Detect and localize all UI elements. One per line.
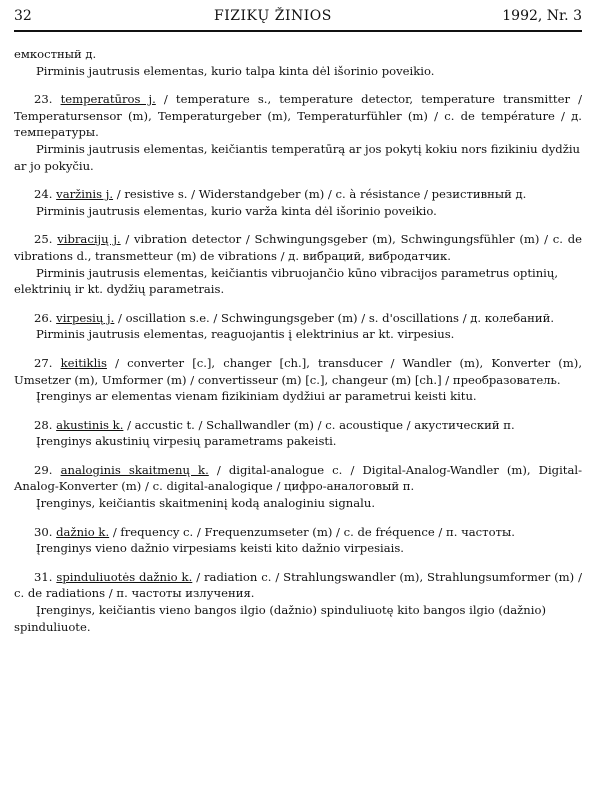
entry-definition: Įrenginys, keičiantis skaitmeninį kodą analoginiu signalu. (36, 496, 376, 511)
entry-heading (14, 355, 582, 388)
entry-translations: / temperature s., temperature detector, temperature transmitter / Temperatursensor (m), Temperaturgeber (m), Temperaturfühler (m) / c. de température / д. температуры. (14, 92, 582, 140)
entry-term: vibracijų j. (57, 232, 121, 247)
glossary-entry (14, 355, 582, 405)
issue-label: 1992, Nr. 3 (502, 8, 582, 24)
glossary-entry (14, 569, 582, 635)
glossary-entry (14, 186, 582, 219)
entry-number: 24. (34, 187, 53, 202)
entry-number: 28. (34, 417, 53, 432)
entry-list (14, 91, 582, 635)
entry-translations: / converter [c.], changer [ch.], transducer / Wandler (m), Konverter (m), Umsetzer (m), Umformer (m) / convertisseur (m) [c.], changeur (m) [ch.] / преобразователь. (14, 355, 583, 387)
entry-translations: / frequency c. / Frequenzumseter (m) / c. de fréquence / п. частоты. (109, 524, 515, 539)
glossary-entry (14, 91, 582, 174)
entry-translations: / oscillation s.e. / Schwingungsgeber (m) / s. d'oscillations / д. колебаний. (114, 310, 555, 325)
entry-number: 23. (34, 92, 53, 107)
entry-term: virpesių j. (56, 310, 115, 325)
intro-definition: Pirminis jautrusis elementas, kurio talpa kinta dėl išorinio poveikio. (36, 63, 435, 78)
intro-line: емкостный д. (14, 47, 97, 61)
entry-definition: Įrenginys, keičiantis vieno bangos ilgio (dažnio) spinduliuotę kito bangos ilgio (dažnio) spinduliuote. (14, 603, 546, 634)
entry-translations: / accustic t. / Schallwandler (m) / c. acoustique / акустический п. (123, 417, 515, 432)
entry-number: 27. (34, 355, 53, 370)
glossary-entry (14, 231, 582, 297)
entry-term: akustinis k. (56, 417, 124, 432)
entry-term: dažnio k. (56, 524, 110, 539)
entry-definition: Įrenginys akustinių virpesių parametrams pakeisti. (36, 434, 337, 449)
entry-term: varžinis j. (56, 187, 114, 202)
entry-heading (14, 310, 582, 327)
entry-definition: Pirminis jautrusis elementas, keičiantis vibruojančio kūno vibracijos parametrus optinių, elektrinių ir kt. dydžių parametrais. (14, 265, 559, 297)
entry-heading (14, 524, 582, 541)
entry-number: 26. (34, 310, 53, 325)
page-header (14, 6, 582, 32)
entry-translations: / vibration detector / Schwingungsgeber (m), Schwingungsfühler (m) / c. de vibrations d., transmetteur (m) de vibrations / д. вибраций, вибродатчик. (14, 232, 583, 263)
glossary-entry (14, 524, 582, 557)
entry-number: 30. (34, 524, 53, 539)
entry-definition: Įrenginys ar elementas vienam fizikiniam dydžiui ar parametrui keisti kitu. (36, 389, 477, 404)
entry-term: temperatūros j. (60, 92, 156, 107)
entry-number: 25. (34, 232, 53, 247)
entry-number: 29. (34, 462, 53, 477)
page-number: 32 (14, 8, 32, 24)
entry-heading (14, 417, 582, 434)
entry-translations: / digital-analogue c. / Digital-Analog-Wandler (m), Digital-Analog-Konverter (m) / c. digital-analogique / цифро-аналоговый п. (14, 462, 583, 494)
entry-definition: Pirminis jautrusis elementas, kurio varža kinta dėl išorinio poveikio. (36, 203, 437, 218)
entry-definition: Įrenginys vieno dažnio virpesiams keisti kito dažnio virpesiais. (36, 541, 404, 556)
glossary-entry (14, 462, 582, 512)
entry-heading (14, 569, 582, 602)
entry-heading (14, 186, 582, 203)
entry-heading (14, 231, 582, 264)
entry-translations: / radiation c. / Strahlungswandler (m), Strahlungsumformer (m) / c. de radiations / п. частоты излучения. (14, 569, 583, 601)
entry-translations: / resistive s. / Widerstandgeber (m) / c. à résistance / резистивный д. (113, 187, 527, 202)
entry-number: 31. (34, 569, 53, 584)
entry-heading (14, 462, 582, 495)
glossary-entry (14, 310, 582, 343)
entry-heading (14, 91, 582, 141)
glossary-entry (14, 417, 582, 450)
entry-definition: Pirminis jautrusis elementas, reaguojantis į elektrinius ar kt. virpesius. (36, 327, 455, 342)
journal-title: FIZIKŲ ŽINIOS (214, 8, 332, 24)
glossary-body (14, 46, 582, 647)
entry-term: spinduliuotės dažnio k. (56, 569, 193, 584)
entry-term: analoginis skaitmenų k. (60, 462, 209, 477)
intro-entry (14, 46, 582, 79)
entry-definition: Pirminis jautrusis elementas, keičiantis temperatūrą ar jos pokytį kokiu nors fizikiniu dydžiu ar jo pokyčiu. (14, 141, 581, 173)
entry-term: keitiklis (60, 355, 107, 370)
